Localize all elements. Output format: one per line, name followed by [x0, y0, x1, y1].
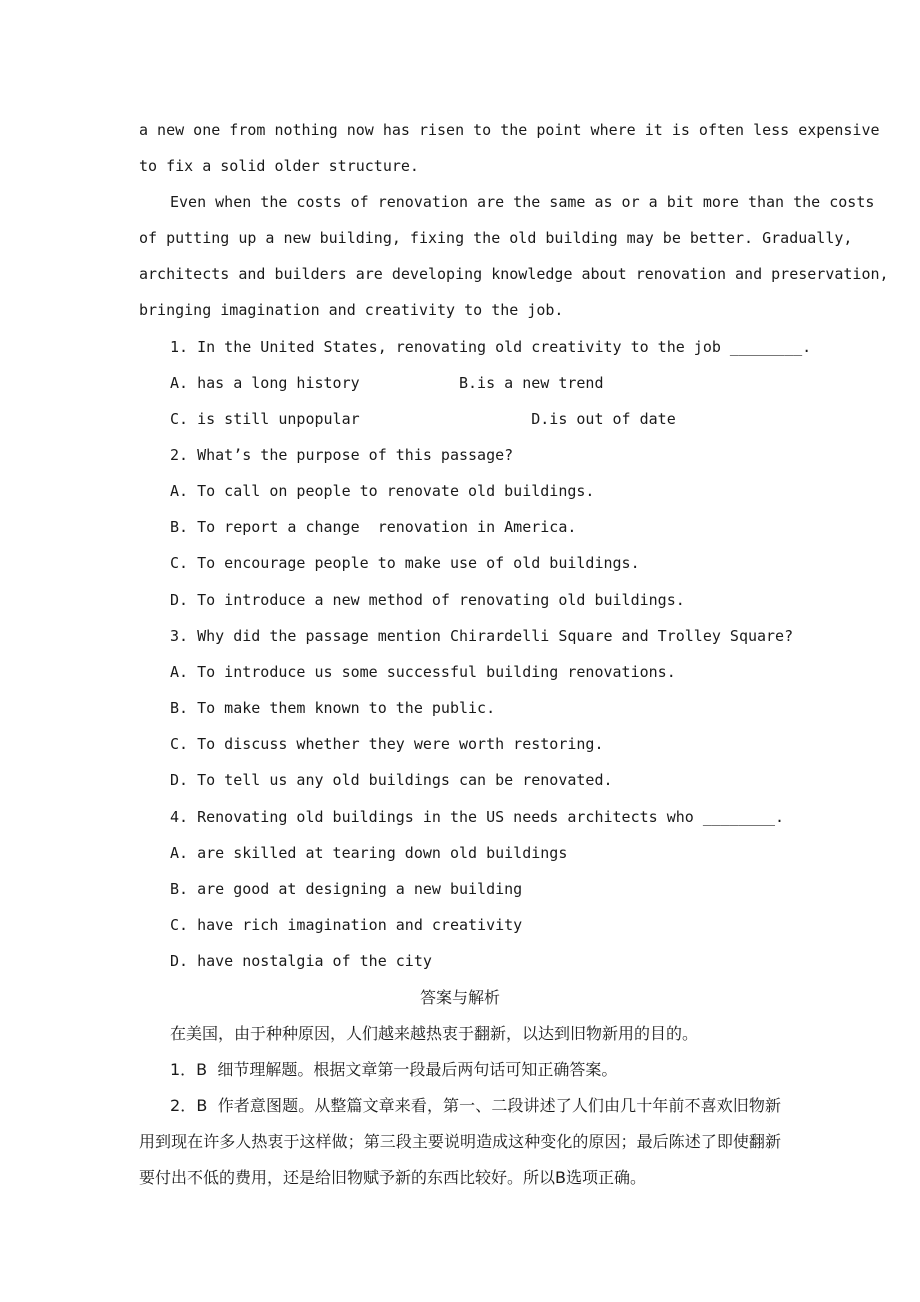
answer-explanation: 1．B 细节理解题。根据文章第一段最后两句话可知正确答案。 — [170, 1060, 618, 1079]
question-options: A. has a long history B.is a new trend — [170, 374, 604, 392]
question-option: D. To introduce a new method of renovating old buildings. — [170, 591, 685, 609]
question-option: D. have nostalgia of the city — [170, 952, 432, 970]
answers-title: 答案与解析 — [419, 988, 500, 1007]
question-option: A. To call on people to renovate old buildings. — [170, 482, 595, 500]
question-option: C. To encourage people to make use of old buildings. — [170, 554, 640, 572]
question-option: C. To discuss whether they were worth restoring. — [170, 735, 604, 753]
question-stem: 1. In the United States, renovating old creativity to the job ________. — [170, 338, 812, 356]
answer-explanation: 要付出不低的费用，还是给旧物赋予新的东西比较好。所以B选项正确。 — [139, 1168, 646, 1187]
question-option: A. To introduce us some successful building renovations. — [170, 663, 676, 681]
question-option: D. To tell us any old buildings can be renovated. — [170, 771, 613, 789]
answer-explanation: 2．B 作者意图题。从整篇文章来看，第一、二段讲述了人们由几十年前不喜欢旧物新 — [170, 1096, 781, 1115]
question-options: C. is still unpopular D.is out of date — [170, 410, 676, 428]
passage-line: architects and builders are developing knowledge about renovation and preservation, — [139, 265, 889, 283]
question-option: A. are skilled at tearing down old buildings — [170, 844, 568, 862]
answers-summary: 在美国，由于种种原因，人们越来越热衷于翻新，以达到旧物新用的目的。 — [170, 1024, 699, 1043]
question-option: B. To make them known to the public. — [170, 699, 496, 717]
passage-line: bringing imagination and creativity to the job. — [139, 301, 564, 319]
question-option: B. To report a change renovation in America. — [170, 518, 577, 536]
question-option: C. have rich imagination and creativity — [170, 916, 523, 934]
passage-line: of putting up a new building, fixing the old building may be better. Gradually, — [139, 229, 853, 247]
question-stem: 2. What’s the purpose of this passage? — [170, 446, 514, 464]
question-stem: 3. Why did the passage mention Chirardelli Square and Trolley Square? — [170, 627, 794, 645]
passage-line: to fix a solid older structure. — [139, 157, 419, 175]
answer-explanation: 用到现在许多人热衷于这样做；第三段主要说明造成这种变化的原因；最后陈述了即使翻新 — [139, 1132, 781, 1151]
question-option: B. are good at designing a new building — [170, 880, 523, 898]
passage-line: Even when the costs of renovation are the same as or a bit more than the costs — [170, 193, 875, 211]
question-stem: 4. Renovating old buildings in the US needs architects who ________. — [170, 808, 785, 826]
passage-line: a new one from nothing now has risen to the point where it is often less expensive — [139, 121, 880, 139]
